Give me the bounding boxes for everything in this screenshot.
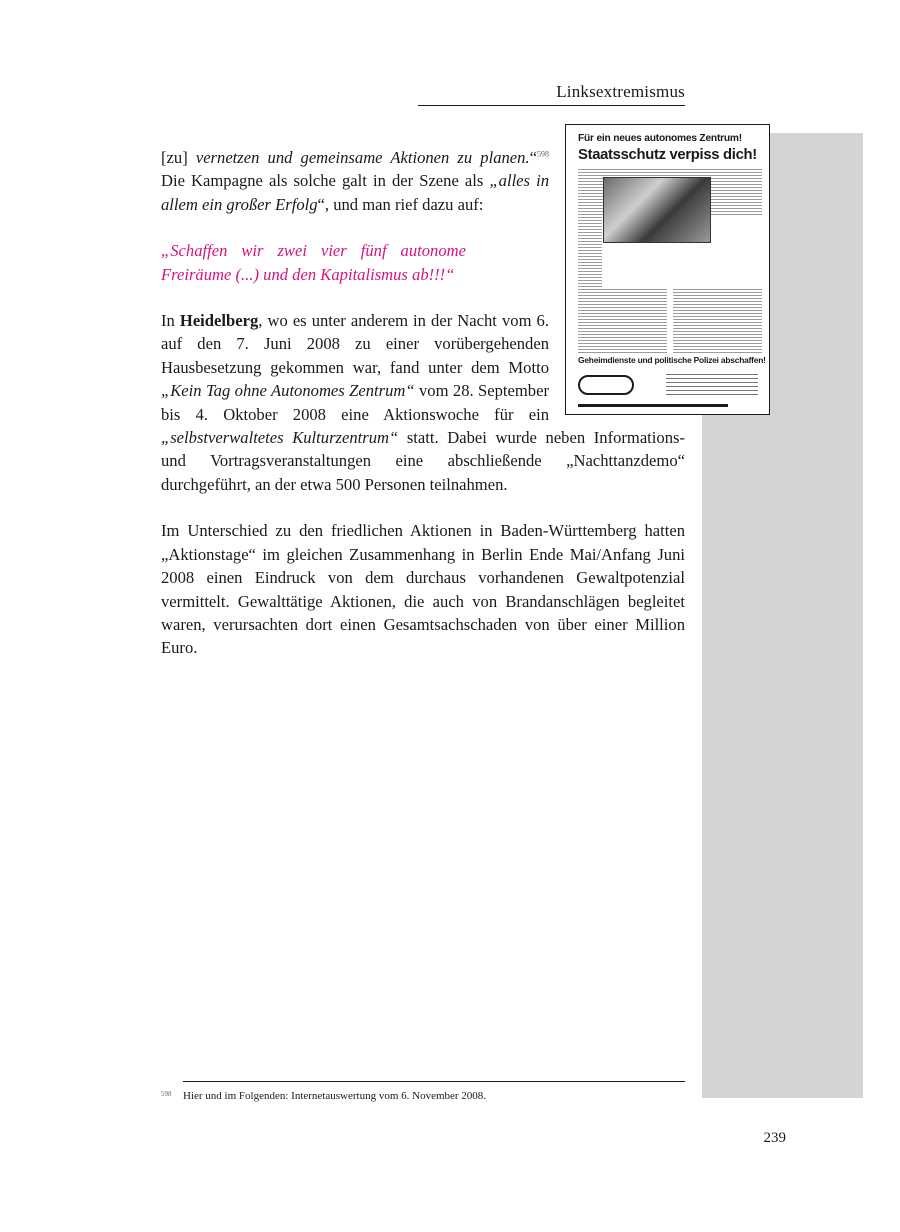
p1-prefix: [zu] <box>161 148 196 167</box>
paragraph-1 <box>161 146 549 216</box>
footnote-ref-598: 598 <box>537 149 549 159</box>
p1-text-c: “, und man rief dazu auf: <box>317 194 484 214</box>
p2-text-d: statt. Dabei wurde neben Informations- und Vortragsveranstaltungen eine abschließende „Nachttanzdemo“ durchgeführt, an der etwa 500 Personen teilnahmen. <box>161 428 685 494</box>
p1-italic-quote: vernetzen und gemeinsame Aktionen zu planen. <box>195 148 530 167</box>
p2-italic-kultur: „selbstverwaltetes Kulturzentrum“ <box>161 428 399 448</box>
paragraph-2 <box>161 309 685 496</box>
footnote <box>161 1087 701 1103</box>
page-number: 239 <box>763 1130 786 1146</box>
footnote-text: Hier und im Folgenden: Internetauswertung vom 6. November 2008. <box>183 1090 487 1102</box>
paragraph-3: Im Unterschied zu den friedlichen Aktionen in Baden-Württemberg hatten „Aktionstage“ im gleichen Zusammenhang in Berlin Ende Mai/Anfang Juni 2008 einen Eindruck von dem durchaus vorhandenen Gewaltpotenzial vermittelt. Gewalttätige Aktionen, die auch von Brandanschlägen begleitet waren, verursachten dort einen Gesamtsachschaden von über einer Million Euro. <box>161 521 685 658</box>
running-head: Linksextremismus <box>556 82 685 101</box>
p2-bold-city: Heidelberg <box>179 311 259 331</box>
p1-text-a: Die Kampagne als solche galt in der Szene als <box>161 171 490 191</box>
poster-title-line2: Staatsschutz verpiss dich! <box>578 147 757 163</box>
poster-wrap-spacer <box>549 309 685 426</box>
poster-right-column <box>673 289 762 353</box>
p1-close-quote: “ <box>529 148 537 167</box>
poster-title-line1: Für ein neues autonomes Zentrum! <box>578 133 742 144</box>
spacer <box>161 496 685 519</box>
poster-bottom-slogan: Geheimdienste und politische Polizei abschaffen! <box>578 355 766 365</box>
footnote-number: 598 <box>161 1090 172 1098</box>
spacer <box>161 216 685 239</box>
p2-text-b: , wo es unter anderem in der Nacht vom 6. auf den 7. Juni 2008 zu einer vorübergehenden Hausbesetzung gekommen war, fand unter dem Motto <box>161 311 549 377</box>
p2-text-a: In <box>161 311 180 331</box>
footnote-rule <box>183 1081 685 1082</box>
running-head-rule <box>418 105 685 106</box>
pink-blockquote: „Schaffen wir zwei vier fünf autonome Freiräume (...) und den Kapitalismus ab!!!“ <box>161 241 466 284</box>
main-text <box>161 146 685 660</box>
spacer <box>161 286 685 309</box>
p2-text-c: vom 28. September bis 4. Oktober 2008 eine Aktionswoche für ein <box>161 381 549 424</box>
p1-italic-b: „alles in allem ein großer Erfolg <box>161 171 549 214</box>
p2-italic-motto: „Kein Tag ohne Autonomes Zentrum“ <box>161 381 415 401</box>
